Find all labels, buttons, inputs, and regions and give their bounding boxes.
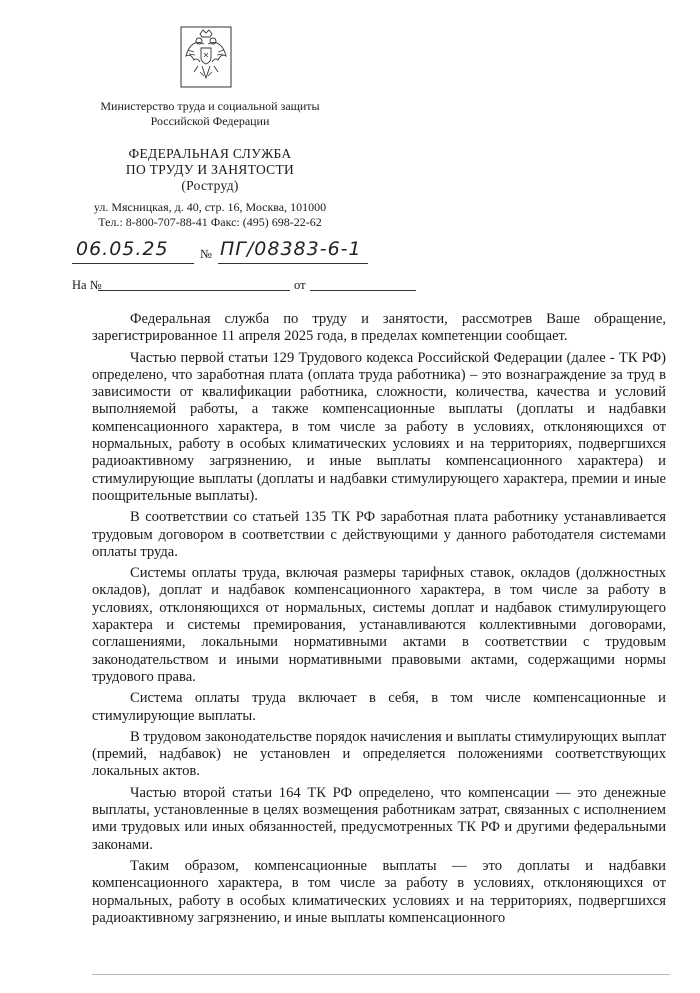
body-paragraph: Системы оплаты труда, включая размеры тарифных ставок, окладов (должностных окладов), доплат и надбавок компенсационного характера, в том числе за работу в условиях, отклоняющихся от нормальных, системы доплат и надбавок стимулирующего характера и системы премирования, устанавливаются коллективными договорами, соглашениями, локальными нормативными актами в соответствии с трудовым законодательством и иными нормативными правовыми актами, содержащими нормы трудового права. xyxy=(92,565,666,685)
service-name xyxy=(60,146,360,194)
registration-date: 06.05.25 xyxy=(76,238,169,260)
page-bottom-edge xyxy=(92,974,670,975)
reference-date-label: от xyxy=(294,278,306,292)
body-paragraph: Федеральная служба по труду и занятости, рассмотрев Ваше обращение, зарегистрированное 11 апреля 2025 года, в пределах компетенции сообщает. xyxy=(92,311,666,345)
ministry-line-2: Российской Федерации xyxy=(150,114,270,128)
service-line-3: (Роструд) xyxy=(181,178,239,193)
reference-line xyxy=(72,278,372,296)
letter-body xyxy=(92,311,666,931)
reference-number-label: На № xyxy=(72,278,102,292)
service-line-1: ФЕДЕРАЛЬНАЯ СЛУЖБА xyxy=(128,146,292,161)
registration-number: ПГ/08383-6-1 xyxy=(220,238,362,260)
number-label: № xyxy=(200,247,212,261)
service-line-2: ПО ТРУДУ И ЗАНЯТОСТИ xyxy=(125,162,295,177)
registration-line xyxy=(72,240,372,266)
body-paragraph: В соответствии со статьей 135 ТК РФ заработная плата работнику устанавливается трудовым договором в соответствии с действующими у данного работодателя системами оплаты труда. xyxy=(92,509,666,560)
body-paragraph: Таким образом, компенсационные выплаты — это доплаты и надбавки компенсационного характера, в том числе за работу в условиях, отклоняющихся от нормальных, работу в особых климатических условиях и на территориях, подвергшихся радиоактивному загрязнению, и иные выплаты компенсационного xyxy=(92,857,666,926)
reference-number-blank xyxy=(98,290,290,291)
address-line-1: ул. Мясницкая, д. 40, стр. 16, Москва, 101000 xyxy=(93,200,327,214)
body-paragraph: Частью второй статьи 164 ТК РФ определено, что компенсации — это денежные выплаты, установленные в целях возмещения работникам затрат, связанных с исполнением ими трудовых или иных обязанностей, предусмотренных ТК РФ и другими федеральными законами. xyxy=(92,784,666,853)
body-paragraph: В трудовом законодательстве порядок начисления и выплаты стимулирующих выплат (премий, надбавок) не установлен и определяется положениями соответствующих локальных актов. xyxy=(92,728,666,780)
coat-of-arms-icon xyxy=(180,26,232,88)
ministry-line-1: Министерство труда и социальной защиты xyxy=(100,99,320,113)
reference-date-blank xyxy=(310,290,416,291)
service-address xyxy=(60,200,360,230)
body-paragraph: Частью первой статьи 129 Трудового кодекса Российской Федерации (далее - ТК РФ) определено, что заработная плата (оплата труда работника) – это вознаграждение за труд в зависимости от квалификации работника, сложности, количества, качества и условий выполняемой работы, а также компенсационные выплаты (доплаты и надбавки компенсационного характера, в том числе за работу в условиях, отклоняющихся от нормальных, работу в особых климатических условиях и на территориях, подвергшихся радиоактивному загрязнению, и иные выплаты компенсационного характера) и стимулирующие выплаты (доплаты и надбавки стимулирующего характера, премии и иные поощрительные выплаты). xyxy=(92,349,666,504)
contacts-line: Тел.: 8-800-707-88-41 Факс: (495) 698-22-62 xyxy=(98,215,322,229)
number-underline xyxy=(218,263,368,264)
ministry-name xyxy=(60,99,360,129)
body-paragraph: Система оплаты труда включает в себя, в том числе компенсационные и стимулирующие выплаты. xyxy=(92,690,666,724)
date-underline xyxy=(72,263,194,264)
